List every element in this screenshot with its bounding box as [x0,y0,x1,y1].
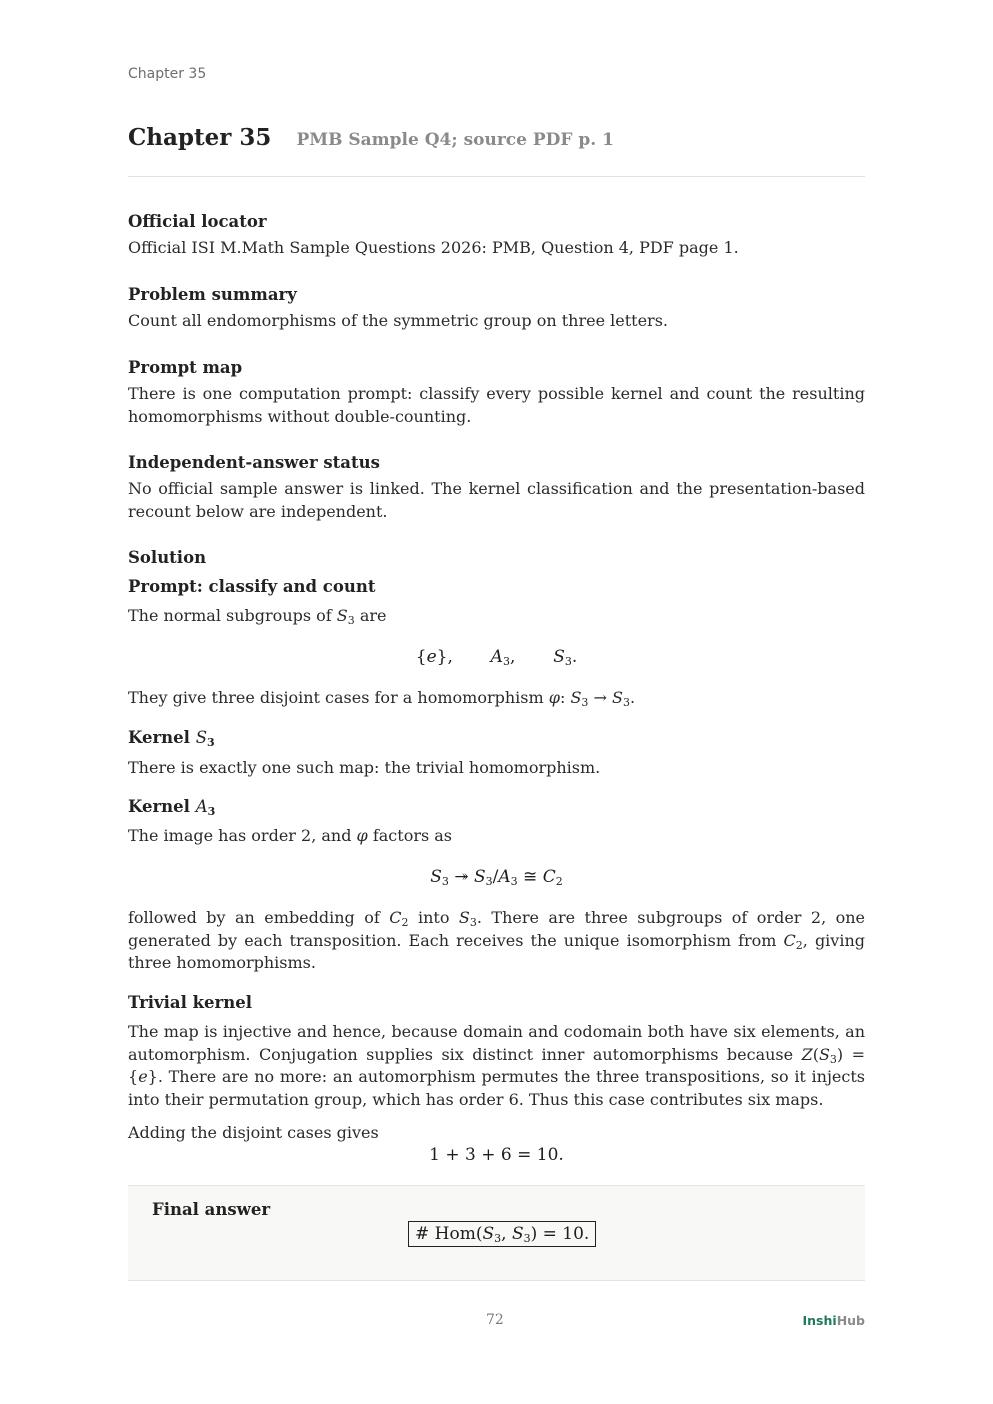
adding-text: Adding the disjoint cases gives [128,1123,379,1142]
solution-heading: Solution [128,548,207,567]
locator-heading: Official locator [128,212,267,231]
prompt-map-text: There is one computation prompt: classify every possible kernel and count the resulting homomorphisms without double-counting. [128,384,865,426]
chapter-title [128,124,614,151]
kernel-a3-text: The image has order 2, and φ factors as [128,826,453,845]
summary-text: Count all endomorphisms of the symmetric group on three letters. [128,311,668,330]
status-text: No official sample answer is linked. The kernel classification and the presentation-based recount below are independent. [128,479,865,521]
prompt-heading: Prompt: classify and count [128,577,376,596]
brand-logo [803,1313,866,1328]
status-heading: Independent-answer status [128,453,380,472]
brand-part2: Hub [836,1313,865,1328]
cases-text: They give three disjoint cases for a homomorphism φ: $S_3 \to S_3$. [128,688,636,709]
embedding-text: followed by an embedding of $C_2$ into $S_3$. There are three subgroups of order 2, one generated by each transposition. Each receives the unique isomorphism from $C_2$, giving three homomorphisms. [128,908,866,973]
kernel-s3-heading: Kernel $S_3$ [128,728,215,749]
prompt-map-heading: Prompt map [128,358,243,377]
page-number: 72 [486,1312,504,1328]
factor-display: $S_3$ ↠ $S_3/A_3$ ≅ $C_2$ [430,867,563,888]
final-answer-box [128,1185,865,1281]
trivial-kernel-text: The map is injective and hence, because domain and codomain both have six elements, an automorphism. Conjugation supplies six distinct inner automorphisms because $Z(S_3) = \{e\}$. There are no more: an automorphism permutes the three transpositions, so it injects into their permutation group, which has order 6. Thus this case contributes six maps. [128,1022,866,1109]
final-answer-formula: # $Hom(S_3$, $S_3) = 10$. [408,1221,596,1247]
chapter-subtitle: PMB Sample Q4; source PDF p. 1 [296,130,614,150]
kernel-a3-heading: Kernel $A_3$ [128,797,216,818]
normal-subgroups-display: {e}, $A_3$, $S_3$. [415,647,578,668]
sum-display: 1 + 3 + 6 = 10. [429,1145,564,1165]
running-head: Chapter 35 [128,66,207,82]
brand-part1: Inshi [802,1313,837,1328]
chapter-rule [128,176,865,177]
chapter-number: Chapter 35 [128,124,272,151]
final-answer-title: Final answer [152,1200,271,1219]
locator-text: Official ISI M.Math Sample Questions 2026: PMB, Question 4, PDF page 1. [128,238,739,257]
normal-subgroups-text: The normal subgroups of $S_3$ are [128,606,387,627]
kernel-s3-text: There is exactly one such map: the trivial homomorphism. [128,758,601,777]
summary-heading: Problem summary [128,285,297,304]
trivial-kernel-heading: Trivial kernel [128,993,252,1012]
